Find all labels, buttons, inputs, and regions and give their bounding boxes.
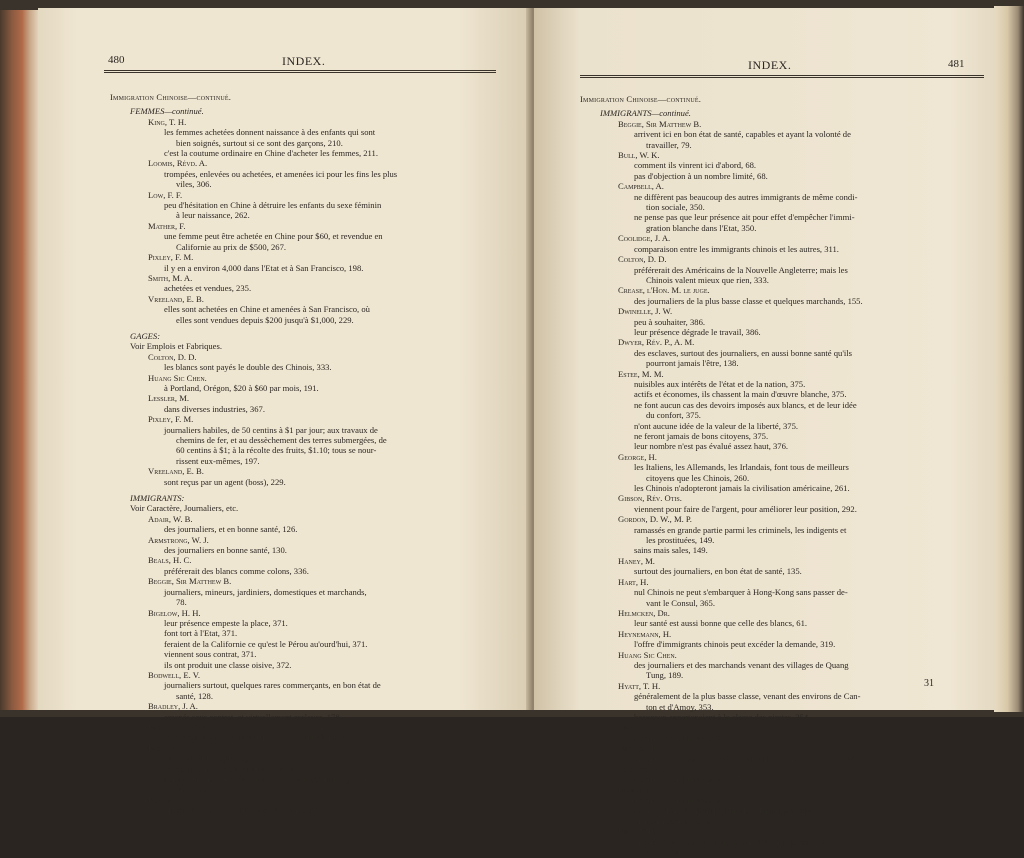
index-entry-line: chemins de fer, et au dessèchement des terres submergées, de <box>176 435 387 445</box>
index-name-entry: Vreeland, E. B. <box>148 466 204 477</box>
index-entry-line: ils ont produit une classe oisive, 372. <box>164 659 292 670</box>
index-entry-line: les Italiens, les Allemands, les Irlandais, font tous de meilleurs <box>634 462 849 473</box>
index-name-entry: Lessler, M. <box>148 393 190 404</box>
index-entry-line: nul Chinois ne peut s'embarquer à Hong-Kong sans passer de- <box>634 587 848 598</box>
index-name-entry: Mather, F. <box>148 220 186 231</box>
index-name-entry: Heynemann, H. <box>618 628 672 639</box>
index-entry-line: préférerait des Américains de la Nouvelle Angleterre; mais les <box>634 264 848 275</box>
index-name-entry: Colton, D. D. <box>148 351 197 362</box>
index-entry-line: Chinois valent mieux que rien, 333. <box>646 274 769 285</box>
index-name-entry: Huang Sic Chen. <box>148 372 207 383</box>
index-name-entry: Smith, M. A. <box>148 272 193 283</box>
signature-folio: 31 <box>924 678 934 689</box>
index-entry-line: pas d'objection à un nombre limité, 68. <box>634 170 768 181</box>
index-subheading: IMMIGRANTS—continué. <box>600 108 691 119</box>
index-name-entry: King, T. H. <box>618 826 657 837</box>
index-entry-line: presque tous ceux qui sont en Californie viennent de Canton, 390. <box>634 753 861 764</box>
index-entry-line: ment, 32. <box>176 784 209 795</box>
index-entry-line: préférerait des blancs comme colons, 336. <box>164 565 309 576</box>
index-name-entry: Vreeland, E. B. <box>148 293 204 304</box>
index-entry-line: journaliers en bonne santé, 125. <box>634 774 744 785</box>
index-entry-line: journaliers en bonne santé, 117. <box>634 795 743 806</box>
index-entry-line: les Chinois n'adopteront jamais la civilisation américaine, 261. <box>634 483 850 494</box>
index-entry-line: généralement de la plus basse classe, venant des environs de Can- <box>634 691 861 702</box>
index-entry-line: comparaison entre ceux de l'Europe et de la Chine, 330. <box>164 732 356 743</box>
index-entry-line: ils empêchent les familles blanches d'immigrer, 118. <box>634 805 814 816</box>
right-page-header: INDEX. <box>748 58 792 72</box>
index-entry-line: les femmes achetées donnent naissance à des enfants qui sont <box>164 127 376 138</box>
index-name-entry: Brooks, C. W. <box>148 742 198 753</box>
index-entry-line: des journaliers en bonne santé, 130. <box>164 545 287 556</box>
index-entry-line: à Portland, Orégon, $20 à $60 par mois, 191. <box>164 382 319 393</box>
index-name-entry: Coolidge, J. A. <box>618 233 671 244</box>
index-entry-line: elles sont vendues depuis $200 jusqu'à $1,000, 229. <box>176 314 354 325</box>
index-entry-line: viennent de Hong-Kong, 32. <box>164 753 263 764</box>
index-entry-line: arrivent ici en bon état de santé, capables et ayant la volonté de <box>634 129 851 140</box>
index-entry-line: ne diffèrent pas beaucoup des autres immigrants de même condi- <box>634 191 858 202</box>
index-entry-line: presque tous ceux qui viennent en Californie paraissent être <box>634 836 840 847</box>
index-entry-line: ne pense pas que leur présence ait pour effet d'empêcher l'immi- <box>634 212 855 223</box>
index-entry-line: Californie au prix de $500, 267. <box>176 241 287 252</box>
index-entry-line: il y en a environ 4,000 dans l'Etat et à San Francisco, 198. <box>164 262 364 273</box>
index-entry-line: journaliers en bonne santé, 113. <box>634 732 743 743</box>
index-entry-line: ne font aucun cas des devoirs imposés aux blancs, et de leur idée <box>634 399 857 410</box>
index-entry-line: des journaliers, et en bonne santé, 126. <box>164 524 298 535</box>
index-name-entry: Innes, J. W. <box>618 722 658 733</box>
index-name-entry: Beggie, Sir Matthew B. <box>148 576 232 587</box>
index-entry-line: sains mais sales, 149. <box>634 545 708 556</box>
index-entry-line: s'en retournent après cinq ans, pour rester en Chine, générale- <box>164 774 376 784</box>
index-entry-line: surtout des journaliers, en bon état de santé, 135. <box>634 566 802 577</box>
right-header-rule <box>580 75 984 78</box>
index-entry-line: c'est la coutume ordinaire en Chine d'acheter les femmes, 211. <box>164 148 378 159</box>
index-entry-line: comment ils vinrent ici d'abord, 68. <box>634 160 757 171</box>
index-entry-line: citoyens que les Chinois, 260. <box>646 472 750 483</box>
index-entry-line: dans diverses industries, 367. <box>164 403 265 414</box>
index-subheading: FEMMES—continué. <box>130 106 204 117</box>
index-name-entry: Pixley, F. M. <box>148 414 194 425</box>
index-name-entry: Pixley, F. M. <box>148 252 194 263</box>
right-section-title: Immigration Chinoise—continué. <box>580 94 702 104</box>
index-name-entry: Bradley, J. A. <box>148 701 198 712</box>
index-name-entry: King, T. H. <box>148 116 187 127</box>
index-entry-line: journaliers habiles, de 50 centins à $1 par jour; aux travaux de <box>164 424 378 435</box>
index-entry-line: feraient de la Californie ce qu'est le Pérou au'ourd'hui, 371. <box>164 638 368 649</box>
index-entry-line: Voir Emplois et Fabriques. <box>130 341 222 352</box>
index-entry-line: journaliers, mineurs, jardiniers, domestiques et marchands, <box>164 586 367 597</box>
index-entry-line: ramassés en grande partie parmi les criminels, les indigents et <box>634 524 847 535</box>
index-name-entry: Campbell, A. <box>618 181 664 192</box>
index-entry-line: elles sont achetées en Chine et amenées à San Francisco, où <box>164 304 370 315</box>
left-page <box>38 8 532 816</box>
index-name-entry: Estee, M. M. <box>618 368 664 379</box>
left-header-rule <box>104 70 496 73</box>
index-name-entry: George, H. <box>618 451 657 462</box>
index-entry-line: ne feront jamais de bons citoyens, 375. <box>634 431 769 441</box>
index-name-entry: Dwinelle, J. W. <box>618 306 673 317</box>
index-name-entry: Kennedy, J. B. <box>618 784 669 795</box>
index-entry-line: 60 centins à $1; à la récolte des fruits, $1.10; tous se nour- <box>176 445 377 456</box>
index-entry-line: les prostituées, 149. <box>646 535 715 546</box>
left-page-edges <box>0 10 40 710</box>
left-page-number: 480 <box>108 54 125 66</box>
index-subheading: IMMIGRANTS: <box>130 493 185 504</box>
index-name-entry: Bigelow, H. H. <box>148 607 201 618</box>
index-entry-line: beaucoup appartenaient à la classe des pirates, 354. <box>634 711 811 722</box>
index-entry-line: travailler, 79. <box>646 139 692 150</box>
index-entry-line: rissent eux-mêmes, 197. <box>176 455 260 466</box>
index-name-entry: Gibson, Rév. Otis. <box>618 493 682 504</box>
left-index-content <box>110 92 520 816</box>
index-entry-line: amenés sous contrat, et virtuellement esclaves, 178. <box>164 711 342 722</box>
index-entry-line: actifs et économes, ils chassent la main d'œuvre blanche, 375. <box>634 389 847 400</box>
index-entry-line: viennent pour faire de l'argent, pour améliorer leur position, 292. <box>634 503 857 514</box>
index-entry-line: trompées, enlevées ou achetées, et amenées ici pour les fins les plus <box>164 168 398 179</box>
index-name-entry: Jackson, T. W. <box>618 743 669 754</box>
index-name-entry: Hyatt, T. H. <box>618 680 661 691</box>
index-name-entry: Brier, Rév. W. W. <box>148 721 211 732</box>
index-name-entry: Beals, H. C. <box>148 555 192 566</box>
index-name-entry: Adair, W. B. <box>148 513 193 524</box>
index-entry-line: viennent sous contrat, 371. <box>164 649 257 660</box>
index-entry-line: leur présence empeste la place, 371. <box>164 617 288 628</box>
index-name-entry: Johnston, M. <box>618 764 664 774</box>
index-entry-line: les blancs sont payés le double des Chinois, 333. <box>164 362 332 373</box>
index-name-entry: Huang Sic Chen. <box>618 649 677 660</box>
index-entry-line: achetées et vendues, 235. <box>164 283 252 294</box>
index-entry-line: l'offre d'immigrants chinois peut excéder la demande, 319. <box>634 639 836 650</box>
right-page <box>534 8 996 858</box>
index-name-entry: Colton, D. D. <box>618 254 667 265</box>
index-entry-line: leur santé est aussi bonne que celle des blancs, 61. <box>634 618 808 629</box>
index-entry-line: comparaison entre les immigrants chinois et les autres, 311. <box>634 243 839 254</box>
index-entry-line: pourront jamais l'être, 138. <box>646 358 739 369</box>
index-name-entry: Low, F. F. <box>148 189 183 200</box>
index-entry-line: font tort à l'Etat, 371. <box>164 628 238 639</box>
index-entry-line: peu à souhaiter, 386. <box>634 316 706 327</box>
index-name-entry: Bodwell, E. V. <box>148 669 200 680</box>
index-entry-line: des esclaves, surtout des journaliers, en aussi bonne santé qu'ils <box>634 347 853 358</box>
index-name-entry: Loomis, Révd. A. <box>148 158 208 169</box>
right-index-content <box>580 94 990 858</box>
index-name-entry: Bryden, J. <box>148 794 184 805</box>
index-entry-line: viennent afin d'améliorer leur position, 32. <box>164 763 311 774</box>
index-name-entry: Gordon, D. W., M. P. <box>618 514 692 525</box>
index-entry-line: une femme peut être achetée en Chine pour $60, et revendue en <box>164 231 383 242</box>
index-entry-line: vant le Consul, 365. <box>646 597 715 608</box>
index-entry-line: santé, 128. <box>176 690 213 701</box>
index-entry-line: des journaliers de la plus basse classe et quelques marchands, 155. <box>634 295 863 306</box>
index-name-entry: Helmcken, Dr. <box>618 607 670 618</box>
right-page-edges <box>994 6 1024 712</box>
index-name-entry: Haney, M. <box>618 555 655 566</box>
index-entry-line: peu d'hésitation en Chine à détruire les enfants du sexe féminin <box>164 200 382 211</box>
index-entry-line: du confort, 375. <box>646 410 701 421</box>
index-name-entry: Crease, l'Hon. M. le juge. <box>618 285 710 296</box>
right-page-number: 481 <box>948 58 965 70</box>
index-entry-line: leur présence dégrade le travail, 386. <box>634 326 761 337</box>
index-entry-line: ton et d'Amoy, 353. <box>646 701 714 712</box>
index-entry-line: gration blanche dans l'Etat, 350. <box>646 222 757 233</box>
index-entry-line: bien soignés, surtout si ce sont des garçons, 210. <box>176 137 343 148</box>
index-entry-line: sont reçus par un agent (boss), 229. <box>164 476 286 487</box>
index-entry-line: journaliers surtout, quelques rares commerçants, en bon état de <box>164 680 381 691</box>
index-subheading: GAGES: <box>130 330 161 341</box>
index-name-entry: Hart, H. <box>618 576 649 587</box>
index-entry-line: leur nombre n'est pas évalué assez haut, 376. <box>634 441 789 452</box>
index-entry-line: à leur naissance, 262. <box>176 210 250 221</box>
index-entry-line: des journaliers et des marchands venant des villages de Quang <box>634 659 849 670</box>
index-entry-line: sous contrat, 206. <box>646 847 707 858</box>
index-name-entry: Bull, W. K. <box>618 150 660 161</box>
index-entry-line: on n'en a aucun besoin, 118. <box>634 816 731 827</box>
index-entry-line: principalement des journaliers en bonne santé, 124. <box>164 805 341 816</box>
index-entry-line: viles, 306. <box>176 179 212 190</box>
index-entry-line: tion sociale, 350. <box>646 202 705 213</box>
index-entry-line: nuisibles aux intérêts de l'état et de la nation, 375. <box>634 378 806 389</box>
index-entry-line: Tung, 189. <box>646 670 684 681</box>
index-entry-line: Voir Caractère, Journaliers, etc. <box>130 503 239 514</box>
index-name-entry: Armstrong, W. J. <box>148 534 209 545</box>
index-entry-line: n'ont aucune idée de la valeur de la liberté, 375. <box>634 420 799 431</box>
index-name-entry: Dwyer, Rév. P., A. M. <box>618 337 695 348</box>
left-page-header: INDEX. <box>282 54 326 68</box>
index-name-entry: Beggie, Sir Matthew B. <box>618 118 702 129</box>
index-entry-line: 78. <box>176 597 187 608</box>
left-section-title: Immigration Chinoise—continué. <box>110 92 232 102</box>
